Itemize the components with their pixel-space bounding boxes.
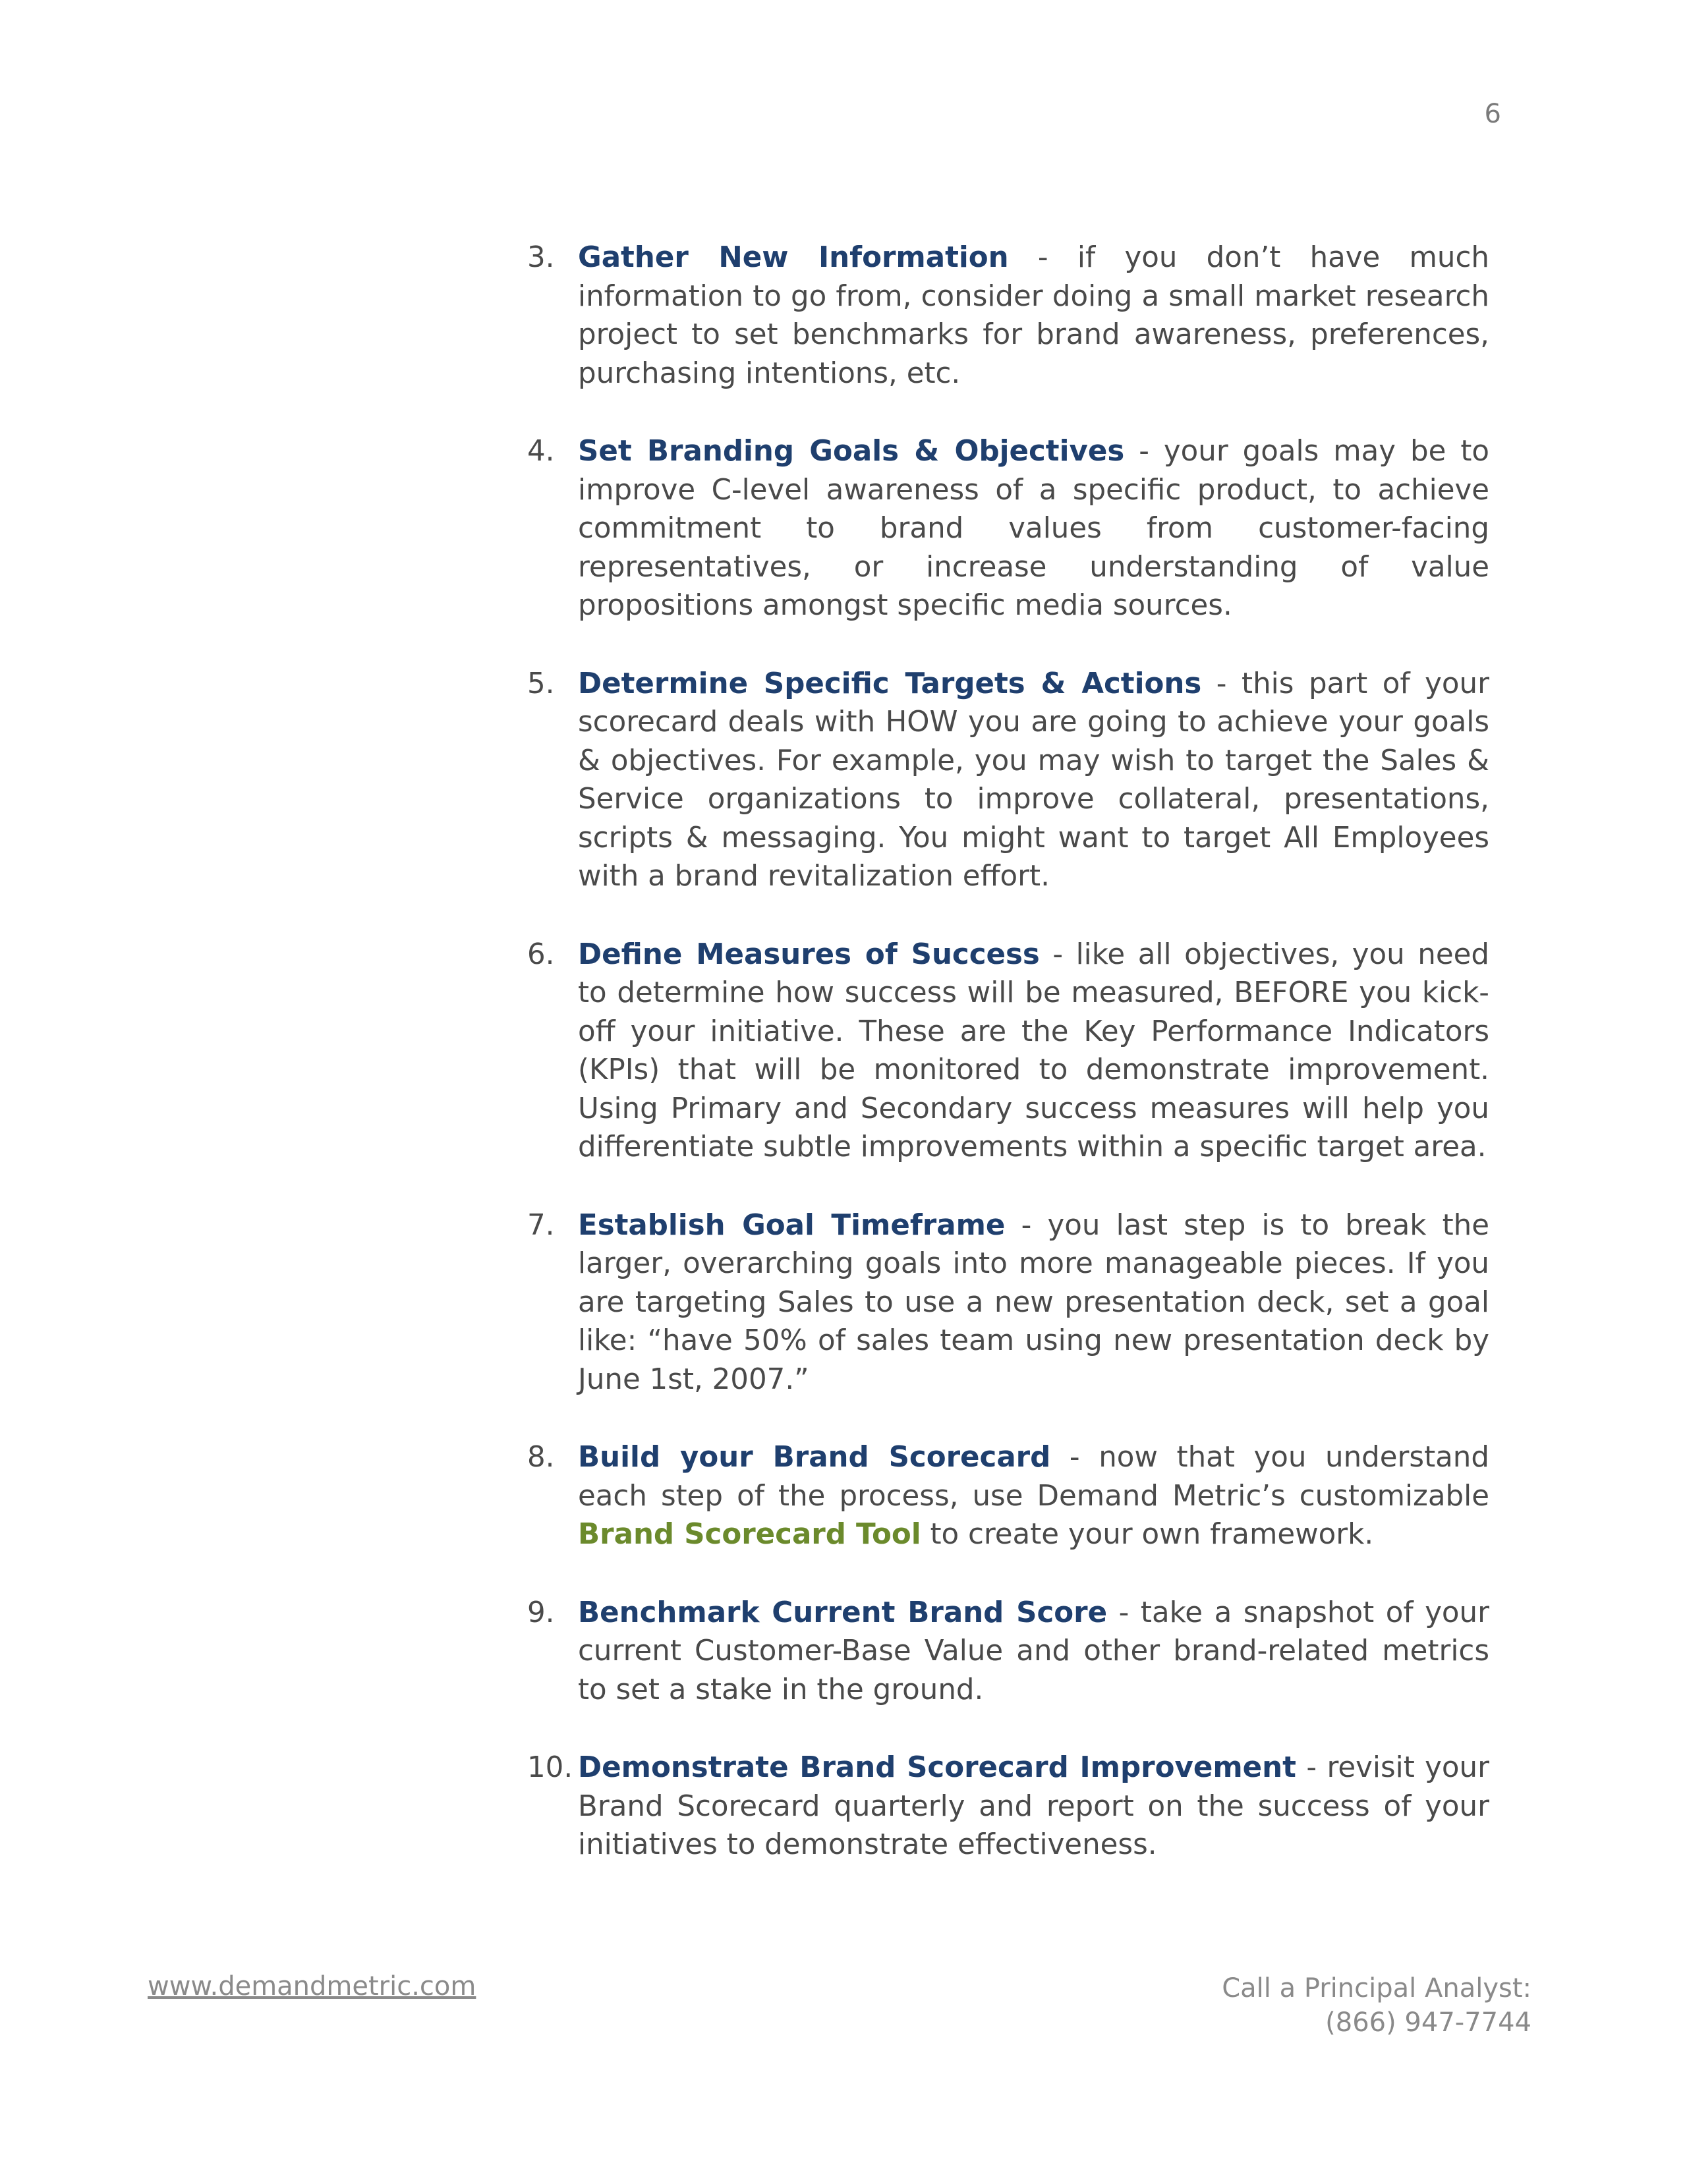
step-body	[578, 1206, 1489, 1399]
step-number: 7.	[527, 1208, 555, 1242]
list-item	[527, 1594, 1489, 1710]
step-title: Build your Brand Scorecard	[578, 1441, 1051, 1474]
step-number: 10.	[527, 1751, 573, 1784]
step-body	[578, 665, 1489, 896]
step-text: - take a snapshot of your current Customer-Base Value and other brand-related metrics to set a stake in the ground.	[578, 1596, 1490, 1706]
step-text: - like all objectives, you need to determine how success will be measured, BEFORE you kick-off your initiative. These are the Key Performance Indicators (KPIs) that will be monitored to demonstrate improvement. Using Primary and Secondary success measures will help you differentiate subtle improvements within a specific target area.	[578, 938, 1490, 1163]
step-title: Define Measures of Success	[578, 938, 1040, 971]
footer-website-link[interactable]: www.demandmetric.com	[148, 1971, 476, 2002]
step-number: 9.	[527, 1596, 555, 1629]
step-text: - now that you understand each step of the process, use Demand Metric’s customizable	[578, 1441, 1489, 1513]
step-body	[578, 1749, 1489, 1864]
step-body	[578, 936, 1489, 1167]
list-item	[527, 1206, 1489, 1399]
step-body	[578, 1438, 1489, 1554]
step-text-after: to create your own framework.	[921, 1518, 1374, 1551]
step-number: 3.	[527, 241, 555, 274]
list-item	[527, 665, 1489, 896]
page-number: 6	[1484, 99, 1501, 129]
list-item	[527, 432, 1489, 625]
step-body	[578, 432, 1489, 625]
list-item	[527, 936, 1489, 1167]
steps-list	[527, 238, 1489, 1904]
step-title: Establish Goal Timeframe	[578, 1208, 1006, 1242]
list-item	[527, 238, 1489, 393]
step-text: - if you don’t have much information to go from, consider doing a small market research project to set benchmarks for brand awareness, preferences, purchasing intentions, etc.	[578, 241, 1489, 390]
step-text: - this part of your scorecard deals with HOW you are going to achieve your goals & objectives. For example, you may wish to target the Sales & Service organizations to improve collateral, presentations, scripts & messaging. You might want to target All Employees with a brand revitalization effort.	[578, 667, 1489, 893]
step-body	[578, 238, 1489, 393]
step-number: 5.	[527, 667, 555, 700]
footer-call-label: Call a Principal Analyst:	[1222, 1973, 1531, 2003]
step-title: Gather New Information	[578, 241, 1009, 274]
step-text: - you last step is to break the larger, overarching goals into more manageable pieces. If you are targeting Sales to use a new presentation deck, set a goal like: “have 50% of sales team using new presentation deck by June 1st, 2007.”	[578, 1208, 1489, 1396]
step-title: Demonstrate Brand Scorecard Improvement	[578, 1751, 1296, 1784]
step-title: Determine Specific Targets & Actions	[578, 667, 1202, 700]
step-number: 6.	[527, 938, 555, 971]
footer-contact	[1222, 1971, 1531, 2040]
list-item	[527, 1749, 1489, 1864]
footer-phone: (866) 947-7744	[1325, 2007, 1531, 2038]
step-body	[578, 1594, 1489, 1710]
step-title: Set Branding Goals & Objectives	[578, 435, 1125, 468]
step-number: 4.	[527, 435, 555, 468]
brand-scorecard-tool-link[interactable]: Brand Scorecard Tool	[578, 1518, 921, 1551]
step-number: 8.	[527, 1441, 555, 1474]
list-item	[527, 1438, 1489, 1554]
step-text: - revisit your Brand Scorecard quarterly and report on the success of your initiatives to demonstrate effectiveness.	[578, 1751, 1489, 1861]
step-title: Benchmark Current Brand Score	[578, 1596, 1108, 1629]
step-text: - your goals may be to improve C-level awareness of a specific product, to achieve commitment to brand values from customer-facing representatives, or increase understanding of value propositions amongst specific media sources.	[578, 435, 1489, 622]
